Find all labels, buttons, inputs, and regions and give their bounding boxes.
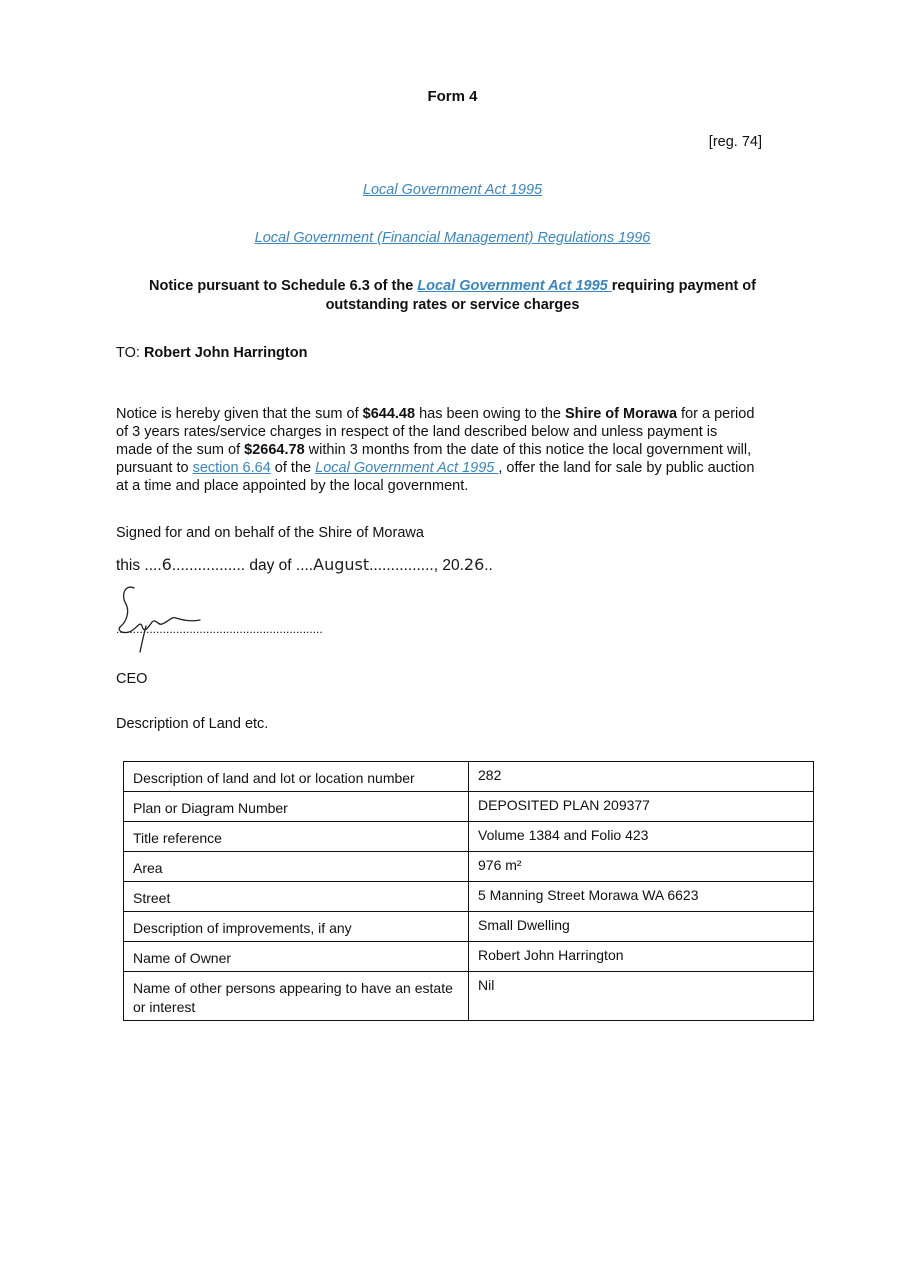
date-text: ..............., 20.	[369, 557, 464, 574]
table-label: Description of improvements, if any	[124, 912, 469, 942]
recipient-prefix: TO:	[116, 345, 144, 361]
table-label: Name of Owner	[124, 942, 469, 972]
table-row	[124, 762, 814, 792]
table-value: Small Dwelling	[469, 912, 814, 942]
table-label: Name of other persons appearing to have an estate or interest	[124, 972, 469, 1021]
recipient-name: Robert John Harrington	[143, 345, 308, 361]
signature-image	[112, 582, 222, 654]
signature-line: ..............................................................	[116, 622, 323, 636]
table-label: Area	[124, 852, 469, 882]
table-value: 976 m²	[469, 852, 814, 882]
land-description-heading: Description of Land etc.	[116, 716, 269, 732]
date-text: ................. day of ....	[171, 557, 314, 574]
table-label: Plan or Diagram Number	[124, 792, 469, 822]
recipient-line	[116, 345, 307, 361]
amount-due: $2664.78	[244, 442, 305, 458]
table-row	[124, 792, 814, 822]
date-text: this ....	[116, 557, 162, 574]
body-text: Notice is hereby given that the sum of	[116, 406, 363, 422]
body-act-link[interactable]: Local Government Act 1995	[315, 460, 499, 476]
date-text: ..	[484, 557, 493, 574]
table-label: Street	[124, 882, 469, 912]
body-text: of the	[270, 460, 316, 476]
signatory-title: CEO	[116, 671, 148, 687]
act-title-link[interactable]: Local Government Act 1995	[362, 182, 543, 198]
table-value: Volume 1384 and Folio 423	[469, 822, 814, 852]
table-row	[124, 972, 814, 1021]
regulations-title-link[interactable]: Local Government (Financial Management) Regulations 1996	[254, 230, 651, 246]
notice-heading	[0, 277, 905, 315]
notice-heading-text-2: requiring payment of	[611, 278, 756, 294]
table-row	[124, 942, 814, 972]
body-text: within 3 months from the date of this notice the local government will, pursuant to	[116, 442, 752, 476]
table-row	[124, 822, 814, 852]
section-link[interactable]: section 6.64	[192, 460, 271, 476]
date-day: 6	[161, 555, 172, 574]
body-text: for a period of 3 years rates/service charges in respect of the land described below and unless payment is made of the sum of	[116, 406, 755, 458]
table-value: Robert John Harrington	[469, 942, 814, 972]
notice-heading-line2: outstanding rates or service charges	[325, 297, 580, 313]
table-value: Nil	[469, 972, 814, 1021]
signed-for-line: Signed for and on behalf of the Shire of Morawa	[116, 525, 424, 541]
form-title: Form 4	[427, 88, 478, 105]
regulation-reference: [reg. 74]	[708, 134, 762, 150]
table-value: 5 Manning Street Morawa WA 6623	[469, 882, 814, 912]
table-value: DEPOSITED PLAN 209377	[469, 792, 814, 822]
notice-heading-act-link[interactable]: Local Government Act 1995	[417, 278, 612, 294]
date-year: 26	[463, 555, 485, 574]
table-value: 282	[469, 762, 814, 792]
table-row	[124, 912, 814, 942]
notice-heading-text: Notice pursuant to Schedule 6.3 of the	[149, 278, 418, 294]
table-row	[124, 852, 814, 882]
table-label: Title reference	[124, 822, 469, 852]
shire-name: Shire of Morawa	[565, 406, 678, 422]
notice-body	[116, 405, 756, 495]
body-text: has been owing to the	[415, 406, 566, 422]
date-line	[116, 555, 493, 575]
amount-owing: $644.48	[362, 406, 416, 422]
table-label: Description of land and lot or location number	[124, 762, 469, 792]
land-details-table	[123, 761, 814, 1021]
table-row	[124, 882, 814, 912]
body-text: , offer the land for sale by public auction at a time and place appointed by the local government.	[116, 460, 755, 494]
date-month: August	[313, 555, 370, 574]
